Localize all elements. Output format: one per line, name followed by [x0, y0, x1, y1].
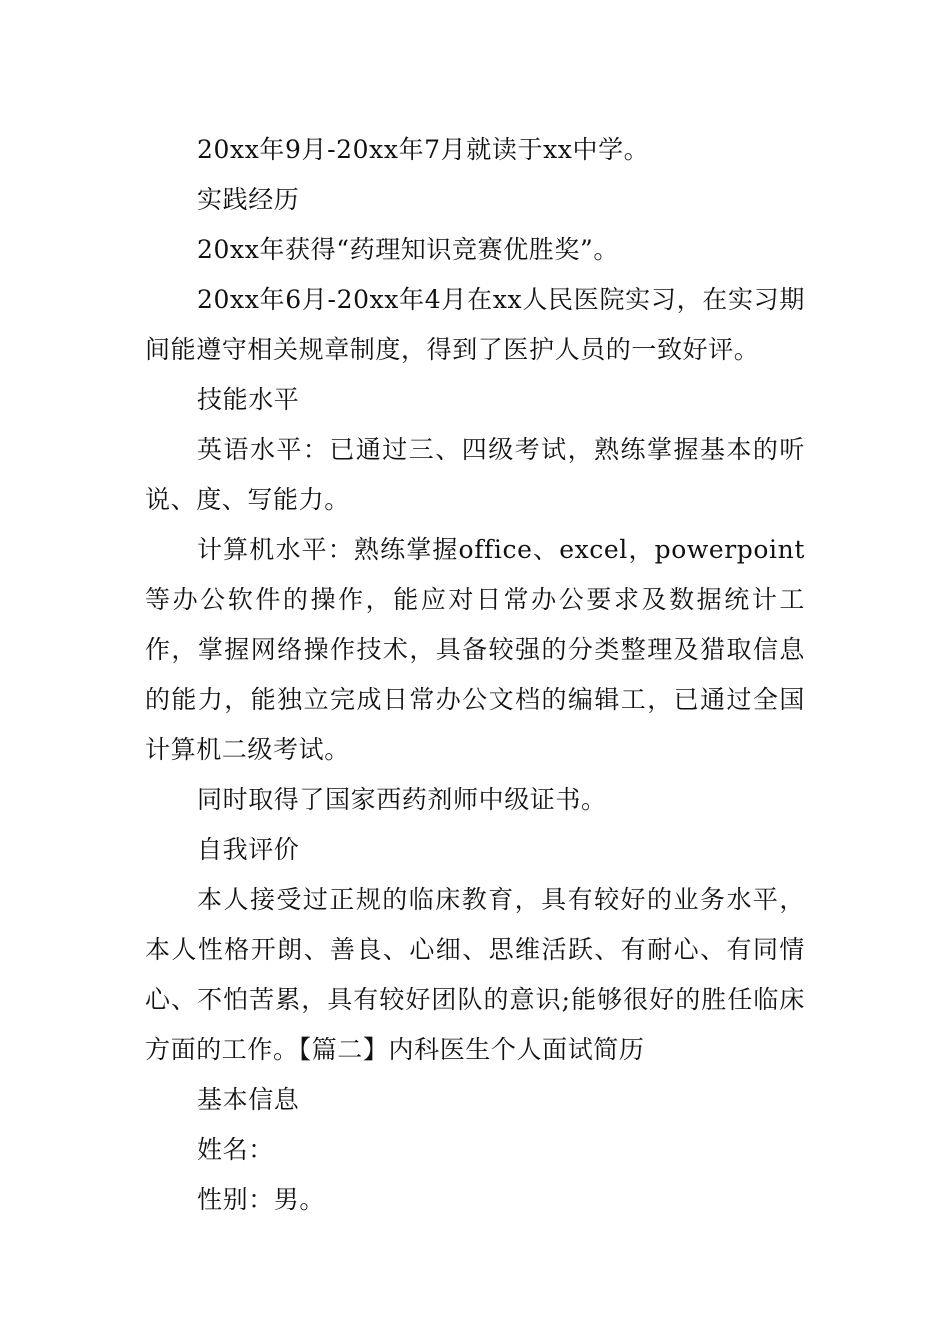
paragraph-computer-level: 计算机水平：熟练掌握office、excel，powerpoint等办公软件的操作，能应对日常办公要求及数据统计工作，掌握网络操作技术，具备较强的分类整理及猎取信息的能力，能独立完成日常办公文档的编辑工，已通过全国计算机二级考试。 [145, 535, 805, 764]
heading-skill-level: 技能水平 [197, 385, 300, 414]
heading-basic-info: 基本信息 [197, 1085, 300, 1114]
heading-practice-experience: 实践经历 [197, 185, 300, 214]
paragraph-award: 20xx年获得“药理知识竞赛优胜奖”。 [197, 235, 619, 264]
paragraph-education: 20xx年9月-20xx年7月就读于xx中学。 [197, 135, 650, 164]
paragraph-certificate: 同时取得了国家西药剂师中级证书。 [197, 785, 607, 814]
paragraph-internship: 20xx年6月-20xx年4月在xx人民医院实习，在实习期间能遵守相关规章制度，得到了医护人员的一致好评。 [145, 285, 805, 364]
paragraph-self-evaluation: 本人接受过正规的临床教育，具有较好的业务水平，本人性格开朗、善良、心细、思维活跃、有耐心、有同情心、不怕苦累，具有较好团队的意识;能够很好的胜任临床方面的工作。【篇二】内科医生个人面试简历 [145, 885, 805, 1064]
document-body [145, 125, 805, 1225]
field-name: 姓名： [197, 1135, 274, 1164]
field-gender: 性别：男。 [197, 1185, 326, 1214]
heading-self-evaluation: 自我评价 [197, 835, 300, 864]
paragraph-english-level: 英语水平：已通过三、四级考试，熟练掌握基本的听说、度、写能力。 [145, 435, 805, 514]
